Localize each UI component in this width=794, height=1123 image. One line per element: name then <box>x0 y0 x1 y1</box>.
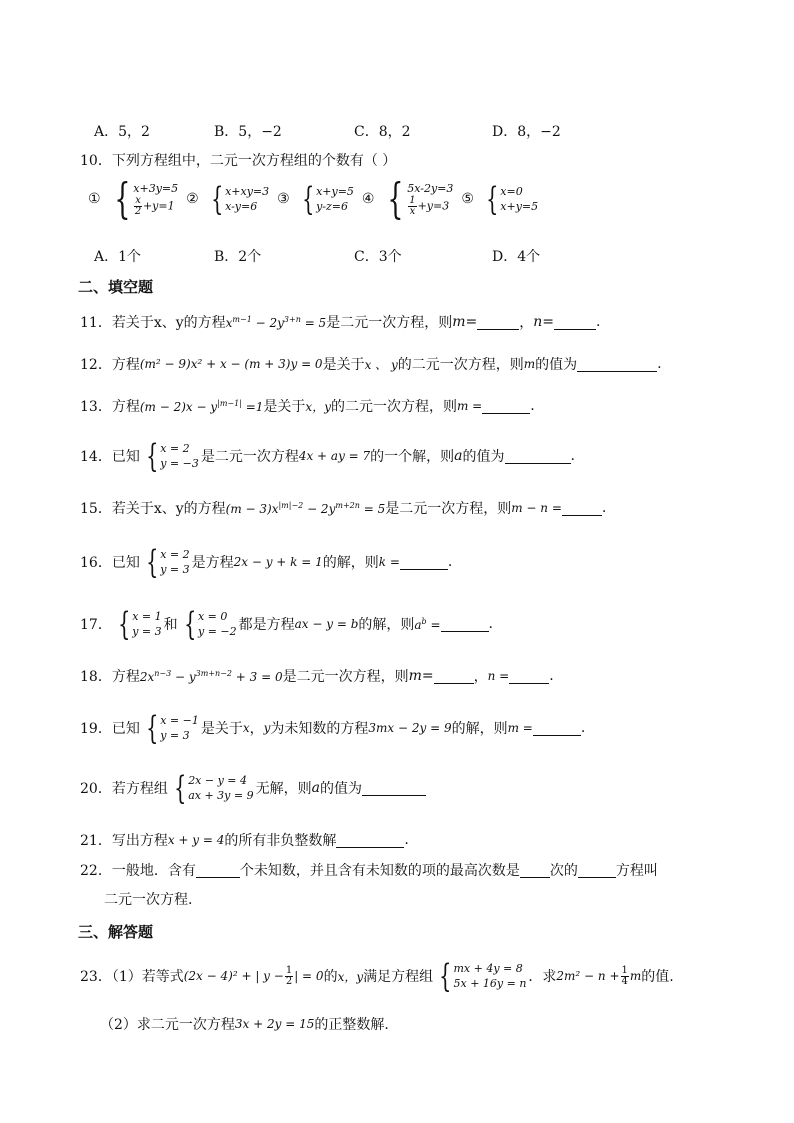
q10-mark-3: ③ <box>277 191 290 207</box>
q16: 16．已知 { x = 2 y = 3 是方程 2x − y + k = 1 的解，则 k = . <box>80 543 453 581</box>
q22-blank-degree[interactable] <box>520 863 550 878</box>
q22: 22．一般地．含有 个未知数，并且含有未知数的项的最高次数是 次的 方程叫 <box>80 863 658 879</box>
q17: 17． { x = 1 y = 3 和 { x = 0 y = −2 都是方程 ax − y = b 的解，则 $a^b$ = . <box>80 605 493 643</box>
q10-mark-2: ② <box>186 191 199 207</box>
q9-option-b: B．5，−2 <box>214 124 282 140</box>
q18: 18．方程 $2x^{n-3} - y^{3m+n-2} + 3 = 0$ 是二元一次方程，则 m= ， n = . <box>80 668 554 685</box>
q18-blank-m[interactable] <box>434 669 474 684</box>
q21-blank[interactable] <box>336 833 404 848</box>
q10-systems <box>88 174 540 223</box>
q10-system-2: { x+xy=3 x-y=6 <box>210 180 270 218</box>
q10-mark-5: ⑤ <box>461 191 474 207</box>
q22-blank-type[interactable] <box>578 863 616 878</box>
section-solutions: 三、解答题 <box>78 923 154 941</box>
q23-part1: 23．（1）若等式 (2x − 4)² + | y − $\frac{1}{2}$ | = 0 的 x，y 满足方程组 { mx + 4y = 8 5x + 16y = n ．求 2m² − n + $\frac{1}{4}$ m 的值. <box>80 957 674 995</box>
q9-option-c: C．8，2 <box>354 124 411 140</box>
q20-blank[interactable] <box>362 781 426 796</box>
q13: 13．方程 $(m - 2)x - y^{|m-1|} =1$ 是关于 x，y 的二元一次方程，则 m = . <box>80 398 535 415</box>
q10-option-c: C．3个 <box>354 249 402 265</box>
q15-blank[interactable] <box>562 501 602 516</box>
q23-part2: （2）求二元一次方程 3x + 2y = 15 的正整数解. <box>100 1017 389 1033</box>
q10-system-5: { x=0 x+y=5 <box>486 180 539 218</box>
q16-blank[interactable] <box>400 555 448 570</box>
q12: 12．方程 (m² − 9)x² + x − (m + 3)y = 0 是关于 x 、 y 的二元一次方程，则 m 的值为 . <box>80 356 662 373</box>
q19: 19．已知 { x = −1 y = 3 是关于 x ， y 为未知数的方程 3mx − 2y = 9 的解，则 m = . <box>80 709 586 747</box>
q10-option-b: B．2个 <box>214 249 262 265</box>
q10-system-4: { 5x-2y=3 $\frac{1}{x}$ +y=3 <box>387 174 454 223</box>
q9-option-d: D．8，−2 <box>492 124 561 140</box>
q9-option-a: A．5，2 <box>94 124 150 140</box>
q12-blank[interactable] <box>577 357 657 372</box>
q10-mark-1: ① <box>88 191 101 207</box>
q11: 11．若关于 x、y 的方程 $x^{m-1} - 2y^{3+n} = 5$ 是二元一次方程，则 m = ， n = . <box>80 314 601 331</box>
q15: 15．若关于 x、y 的方程 $(m - 3)x^{|m|-2} - 2y^{m+2n} = 5$ 是二元一次方程，则 m − n = . <box>80 500 607 517</box>
section-fill-in: 二、填空题 <box>78 278 154 296</box>
q14-blank[interactable] <box>505 449 571 464</box>
q10-option-d: D．4个 <box>492 249 541 265</box>
q9-options <box>94 121 614 141</box>
q14: 14．已知 { x = 2 y = −3 是二元一次方程 4x + ay = 7 的一个解，则 a 的值为 . <box>80 437 575 475</box>
q10-text: 10．下列方程组中，二元一次方程组的个数有（ ） <box>80 153 397 169</box>
q13-blank[interactable] <box>482 399 530 414</box>
q11-blank-m[interactable] <box>477 315 519 330</box>
q10-option-a: A．1个 <box>94 249 142 265</box>
q18-blank-n[interactable] <box>509 669 549 684</box>
q10-system-3: { x+y=5 y-z=6 <box>301 180 354 218</box>
q22-blank-count[interactable] <box>196 863 240 878</box>
q22-continued: 二元一次方程. <box>104 892 193 908</box>
q10-options <box>94 246 614 266</box>
q19-blank[interactable] <box>533 721 581 736</box>
q17-blank[interactable] <box>441 617 489 632</box>
q10-system-1: { x+3y=5 $\frac{x}{2}$ +y=1 <box>113 174 179 223</box>
q21: 21．写出方程 x + y = 4 的所有非负整数解 . <box>80 832 409 849</box>
q11-blank-n[interactable] <box>554 315 596 330</box>
q20: 20．若方程组 { 2x − y = 4 ax + 3y = 9 无解，则 a 的值为 <box>80 772 426 804</box>
q10-mark-4: ④ <box>361 191 375 207</box>
